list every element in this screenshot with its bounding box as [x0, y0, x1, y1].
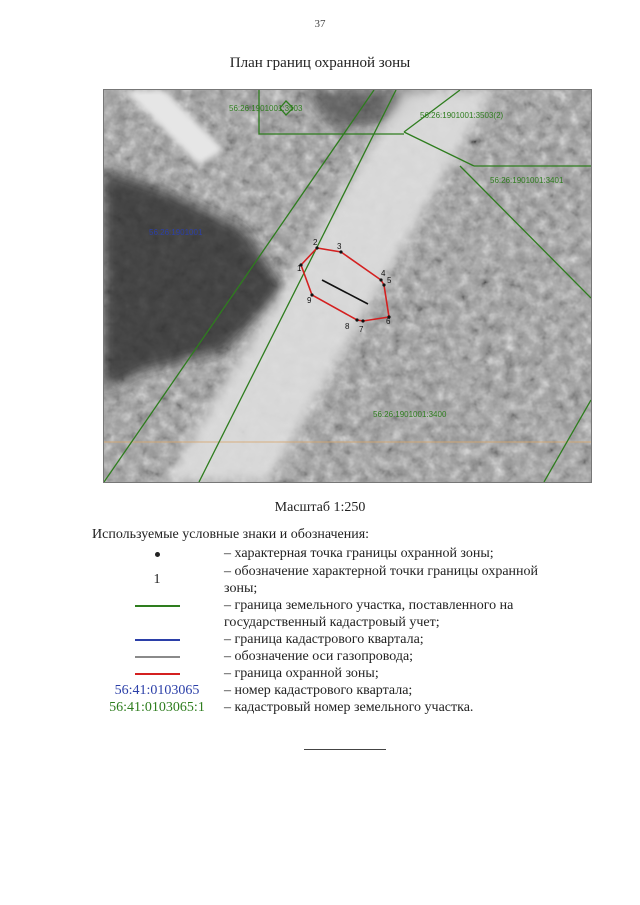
point-label-8: 8 [345, 322, 350, 331]
legend-description: – граница земельного участка, поставленного на государственный кадастровый учет; [224, 598, 514, 630]
point-label-2: 2 [313, 238, 318, 247]
point-8 [355, 318, 358, 321]
legend-symbol [92, 699, 222, 717]
point-label-4: 4 [381, 269, 386, 278]
cadastral-label-right: 56:26:1901001:3401 [490, 176, 564, 185]
point-4 [379, 278, 382, 281]
green-line-icon [135, 605, 180, 607]
legend-symbol [92, 648, 222, 666]
plan-title: План границ охранной зоны [229, 55, 411, 71]
legend-symbol [92, 571, 222, 589]
map-svg [104, 90, 591, 482]
legend-symbol-text: 56:41:0103065 [114, 683, 200, 698]
red-line-icon [135, 673, 180, 675]
gray-line-icon [135, 656, 180, 658]
point-label-5: 5 [387, 276, 392, 285]
cadastral-label-top-right: 56:26:1901001:3503(2) [420, 111, 504, 120]
point-label-7: 7 [359, 325, 364, 334]
legend-description: – характерная точка границы охранной зоны; [224, 546, 494, 561]
legend-symbol [92, 665, 222, 683]
point-label-6: 6 [386, 317, 391, 326]
point-label-1: 1 [297, 264, 302, 273]
legend-description: – граница охранной зоны; [224, 666, 379, 681]
map-frame [103, 89, 592, 483]
legend-symbol [92, 631, 222, 649]
blue-line-icon [135, 639, 180, 641]
point-dot-icon [155, 552, 160, 557]
scale-label: Масштаб 1:250 [274, 500, 366, 515]
legend-description: – номер кадастрового квартала; [224, 683, 413, 698]
legend-description: – граница кадастрового квартала; [224, 632, 424, 647]
quarter-label: 56:26:1901001 [149, 228, 203, 237]
page-number: 37 [314, 18, 326, 30]
legend-symbol [92, 545, 222, 563]
legend-symbol [92, 597, 222, 615]
legend-symbol-text: 56:41:0103065:1 [109, 700, 205, 715]
footer-rule [304, 749, 386, 750]
cadastral-label-bottom: 56:26:1901001:3400 [373, 410, 447, 419]
point-5 [382, 283, 385, 286]
point-label-3: 3 [337, 242, 342, 251]
legend-description: – кадастровый номер земельного участка. [224, 700, 474, 715]
legend-title: Используемые условные знаки и обозначения: [92, 527, 370, 542]
legend-symbol-text: 1 [153, 572, 161, 587]
cadastral-label-top-left: 56:26:1901001:3503 [229, 104, 303, 113]
legend-symbol [92, 682, 222, 700]
legend-description: – обозначение оси газопровода; [224, 649, 414, 664]
legend-description: – обозначение характерной точки границы охранной зоны; [224, 564, 539, 596]
point-label-9: 9 [307, 296, 312, 305]
point-7 [361, 319, 364, 322]
